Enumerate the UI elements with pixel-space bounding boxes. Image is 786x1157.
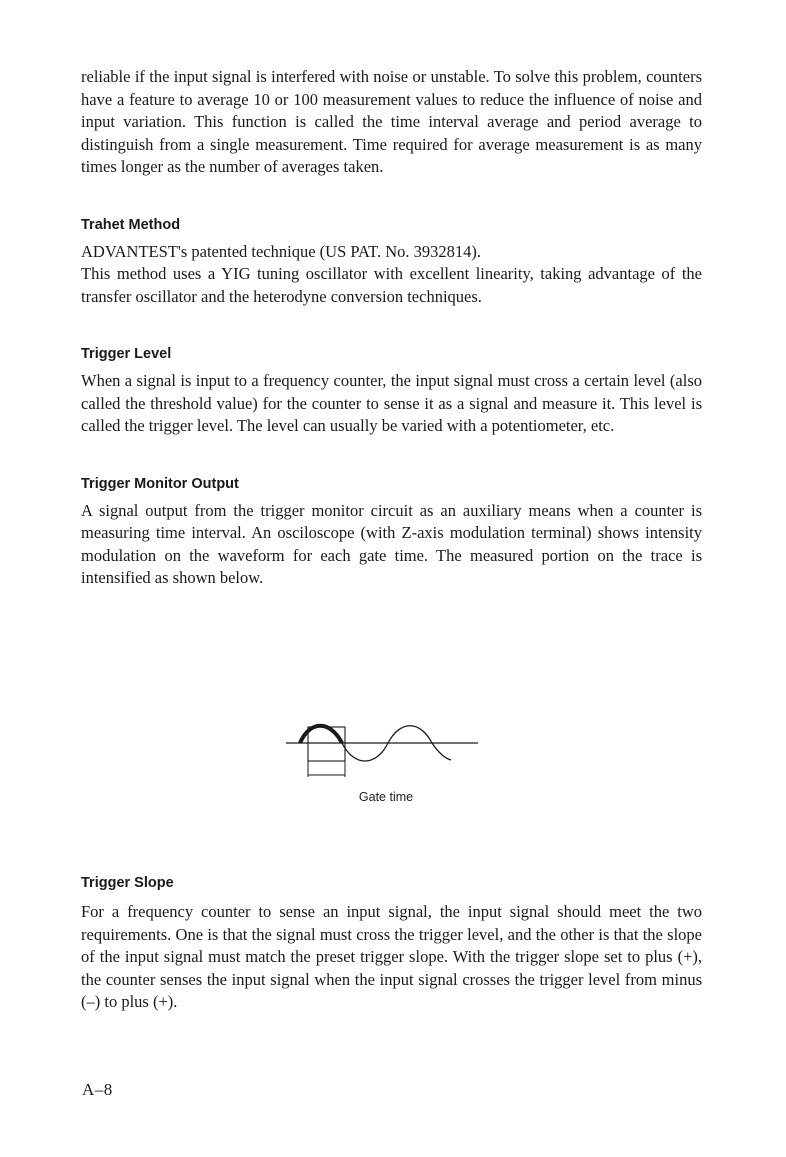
trigger-slope-section <box>81 875 702 1014</box>
gate-box <box>308 727 345 761</box>
waveform-diagram <box>286 712 486 792</box>
trigger-monitor-body: A signal output from the trigger monitor circuit as an auxiliary means when a counter is measuring time interval. An osciloscope (with Z-axis modulation terminal) shows intensity modulation on the waveform for each gate time. The measured portion on the trace is intensified as shown below. <box>81 500 702 587</box>
trigger-slope-body: For a frequency counter to sense an input signal, the input signal should meet the two requirements. One is that the signal must cross the trigger level, and the other is that the slope of the input signal must match the preset trigger slope. With the trigger slope set to plus (+), the counter senses the input signal when the input signal crosses the trigger level from minus (–) to plus (+). <box>81 902 702 1011</box>
trigger-level-heading: Trigger Level <box>81 346 172 362</box>
trahet-method-heading: Trahet Method <box>81 216 181 233</box>
intro-paragraph: reliable if the input signal is interfered with noise or unstable. To solve this problem, counters have a feature to average 10 or 100 measurement values to reduce the influence of noise and input variation. This function is called the time interval average and period average to distinguish from a single measurement. Time required for average measurement is as many times longer as the number of averages taken. <box>81 67 702 176</box>
gate-time-waveform-figure <box>286 712 486 822</box>
trigger-slope-heading: Trigger Slope <box>81 875 174 891</box>
trigger-level-body: When a signal is input to a frequency counter, the input signal must cross a certain level (also called the threshold value) for the counter to sense it as a signal and measure it. This level is called the trigger level. The level can usually be varied with a potentiometer, etc. <box>81 371 702 435</box>
trahet-method-body: This method uses a YIG tuning oscillator with excellent linearity, taking advantage of the transfer oscillator and the heterodyne conversion techniques. <box>81 264 702 306</box>
trigger-monitor-heading: Trigger Monitor Output <box>81 475 239 492</box>
page-number: A–8 <box>82 1080 113 1099</box>
intensified-trace <box>300 726 342 743</box>
document-page <box>81 66 702 590</box>
figure-caption: Gate time <box>358 790 414 804</box>
trahet-method-line1: ADVANTEST's patented technique (US PAT. No. 3932814). <box>81 241 482 261</box>
